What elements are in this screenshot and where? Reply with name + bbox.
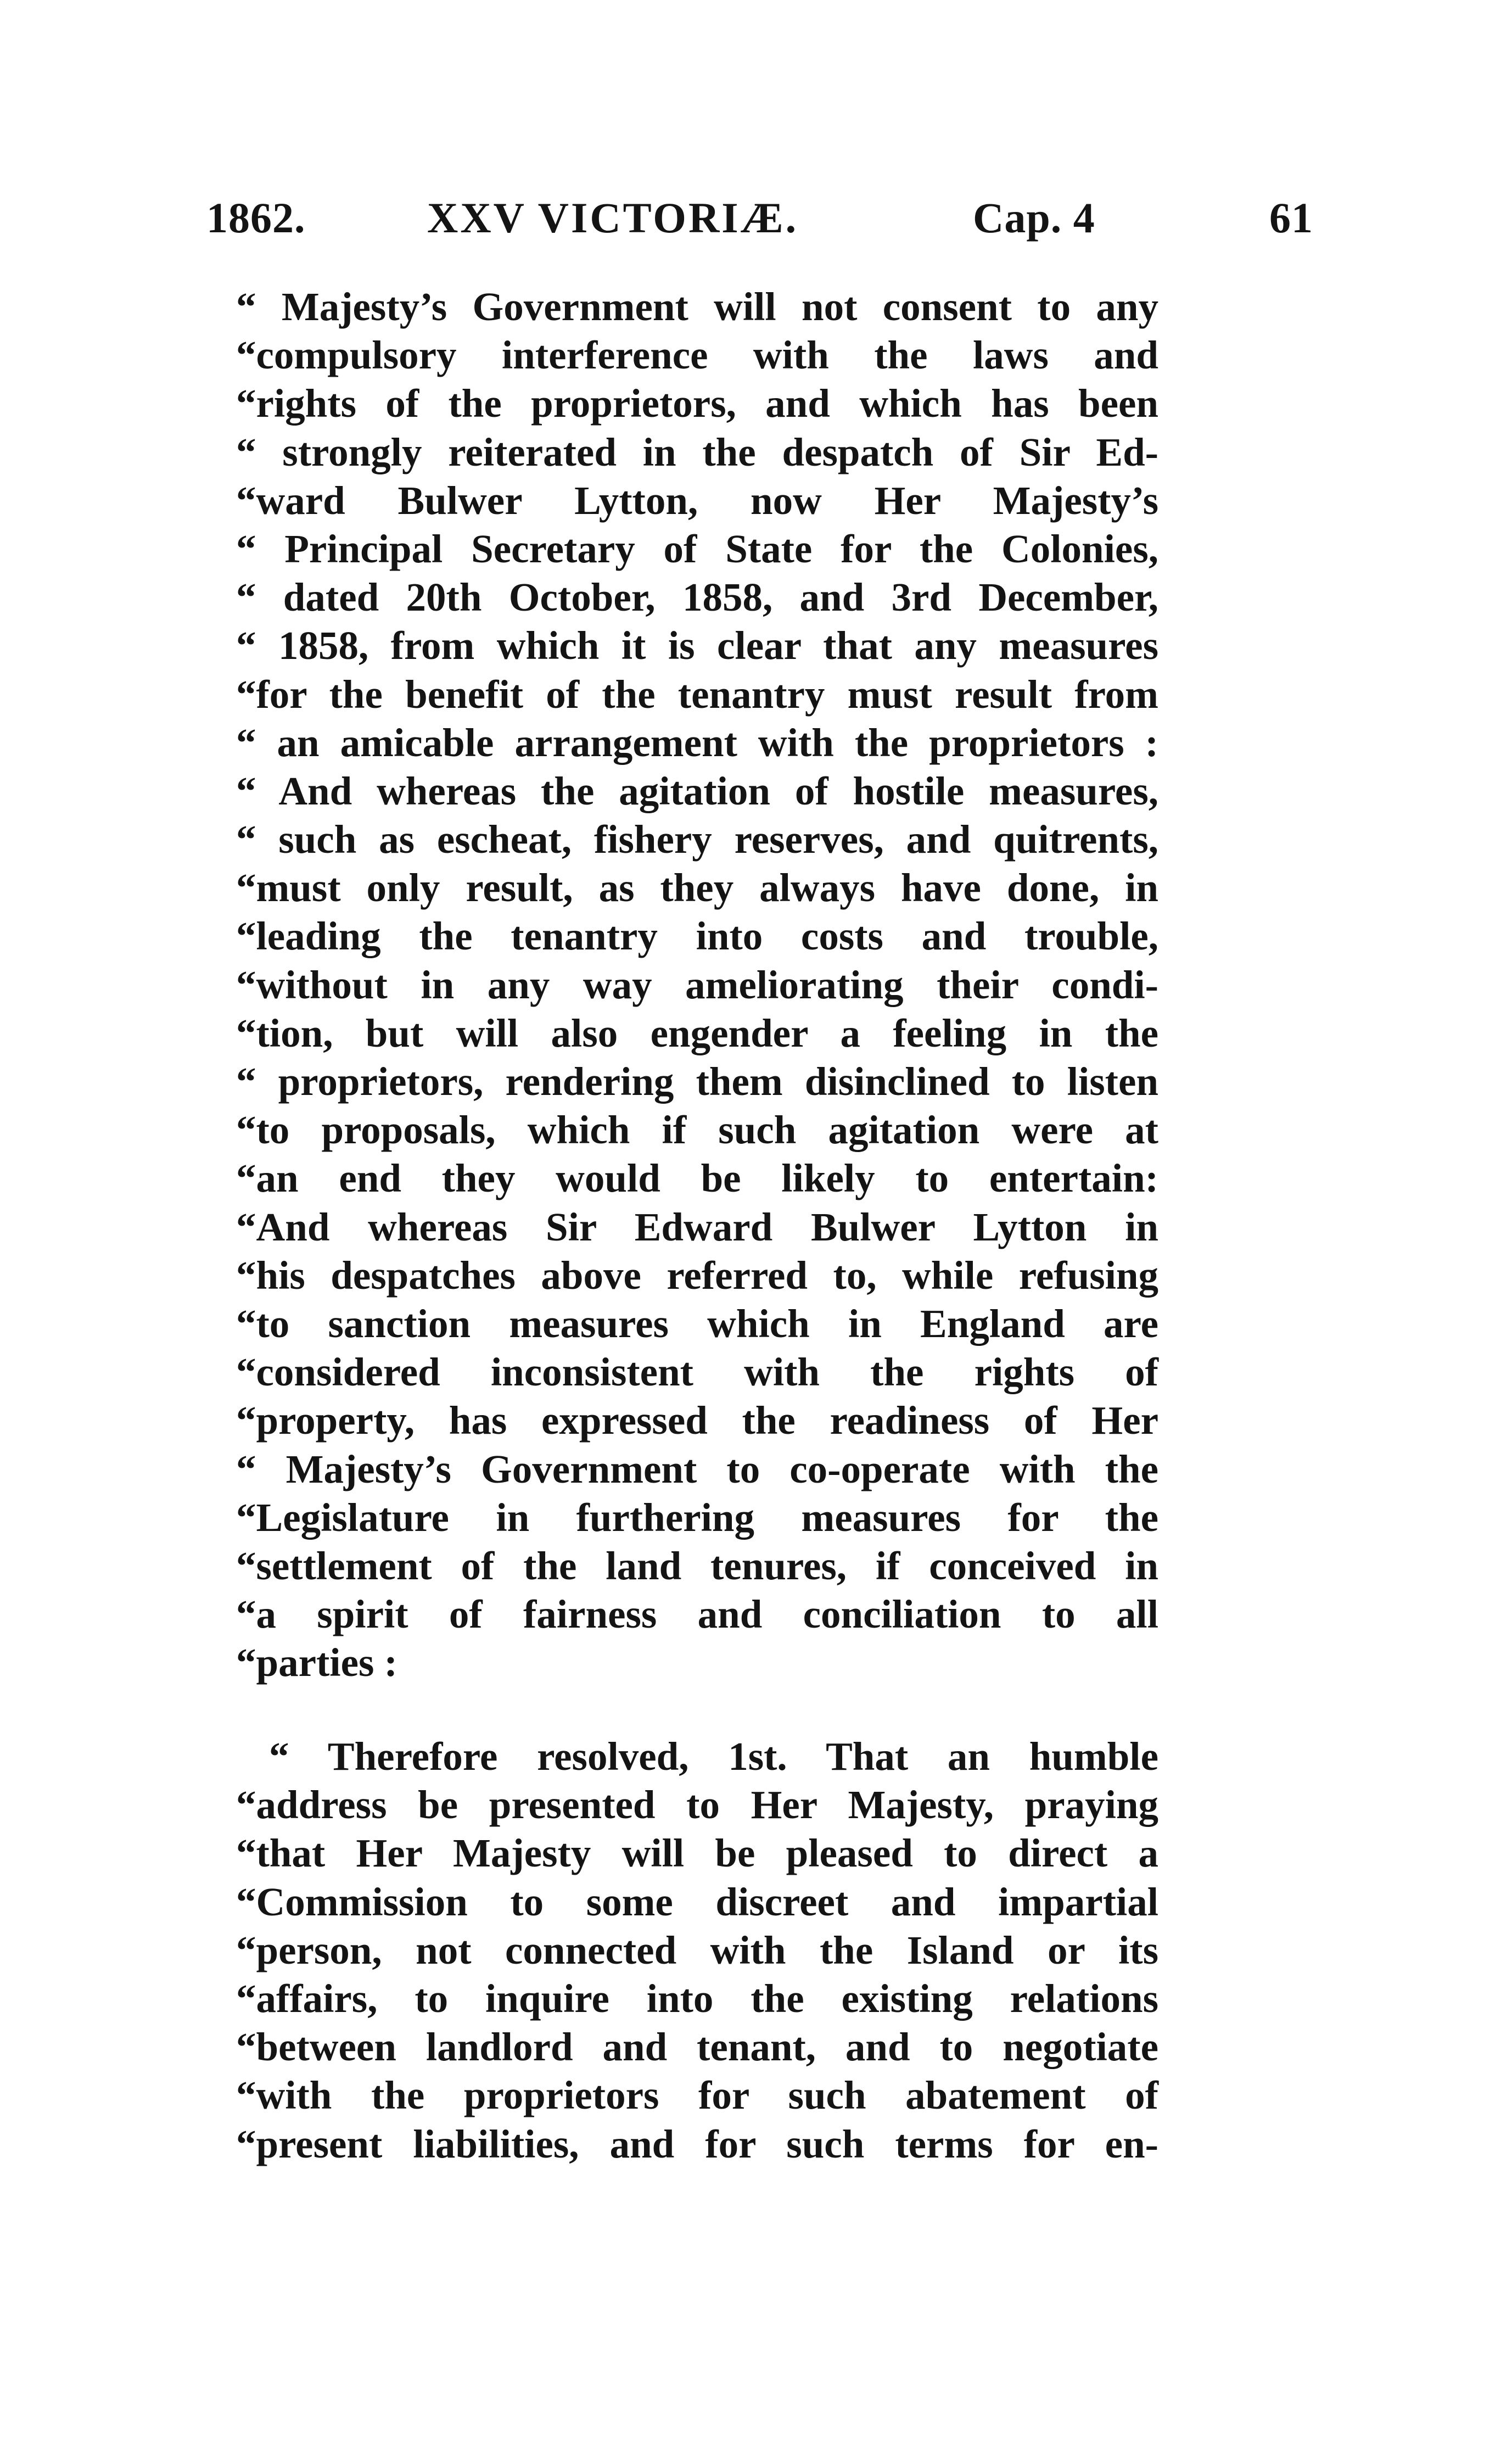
text-line: “without in any way ameliorating their condi- <box>236 962 1158 1007</box>
text-line: “ proprietors, rendering them disinclined to listen <box>236 1059 1158 1104</box>
text-line: “present liabilities, and for such terms for en- <box>236 2121 1158 2166</box>
text-line: “an end they would be likely to entertain: <box>236 1156 1158 1201</box>
header-chapter: Cap. 4 <box>973 194 1095 242</box>
text-line: “rights of the proprietors, and which has been <box>236 381 1158 426</box>
text-line: “ Principal Secretary of State for the Colonies, <box>236 526 1158 571</box>
text-line: “parties : <box>236 1640 397 1685</box>
text-line: “And whereas Sir Edward Bulwer Lytton in <box>236 1204 1158 1249</box>
text-line: “ strongly reiterated in the despatch of Sir Ed- <box>236 429 1158 474</box>
text-line: “Commission to some discreet and impartial <box>236 1879 1158 1924</box>
header-title: XXV VICTORIÆ. <box>427 194 799 242</box>
body-paragraph-1 <box>236 283 1158 1687</box>
text-line: “affairs, to inquire into the existing relations <box>236 1976 1158 2021</box>
text-line: “ such as escheat, fishery reserves, and quitrents, <box>236 817 1158 862</box>
header-year: 1862. <box>206 194 306 242</box>
text-line: “to proposals, which if such agitation were at <box>236 1108 1158 1153</box>
running-header <box>0 193 1512 254</box>
text-line: “ an amicable arrangement with the proprietors : <box>236 720 1158 765</box>
text-line: “for the benefit of the tenantry must result from <box>236 672 1158 717</box>
text-line: “must only result, as they always have done, in <box>236 865 1158 910</box>
text-line: “compulsory interference with the laws and <box>236 333 1158 378</box>
text-line: “with the proprietors for such abatement of <box>236 2073 1158 2118</box>
text-line: “ dated 20th October, 1858, and 3rd December, <box>236 575 1158 620</box>
text-line: “ Majesty’s Government will not consent to any <box>236 284 1158 329</box>
text-line: “his despatches above referred to, while refusing <box>236 1253 1158 1298</box>
text-line: “ 1858, from which it is clear that any measures <box>236 623 1158 668</box>
text-line: “ And whereas the agitation of hostile measures, <box>236 768 1158 813</box>
text-line: “between landlord and tenant, and to negotiate <box>236 2025 1158 2070</box>
page-number: 61 <box>1269 194 1313 242</box>
body-paragraph-2 <box>236 1732 1158 2168</box>
text-line: “a spirit of fairness and conciliation to all <box>236 1592 1158 1637</box>
text-line: “property, has expressed the readiness of Her <box>236 1398 1158 1443</box>
text-line: “ Majesty’s Government to co-operate with the <box>236 1446 1158 1491</box>
text-line: “tion, but will also engender a feeling in the <box>236 1010 1158 1055</box>
text-line: “leading the tenantry into costs and trouble, <box>236 914 1158 959</box>
text-line: “settlement of the land tenures, if conceived in <box>236 1543 1158 1588</box>
text-line: “to sanction measures which in England are <box>236 1301 1158 1346</box>
text-line: “ward Bulwer Lytton, now Her Majesty’s <box>236 478 1158 523</box>
text-line: “person, not connected with the Island or its <box>236 1927 1158 1972</box>
text-line: “that Her Majesty will be pleased to direct a <box>236 1831 1158 1876</box>
text-line: “address be presented to Her Majesty, praying <box>236 1782 1158 1827</box>
text-line: “considered inconsistent with the rights of <box>236 1350 1158 1395</box>
text-line: “Legislature in furthering measures for the <box>236 1495 1158 1540</box>
text-line: “ Therefore resolved, 1st. That an humble <box>269 1734 1158 1779</box>
